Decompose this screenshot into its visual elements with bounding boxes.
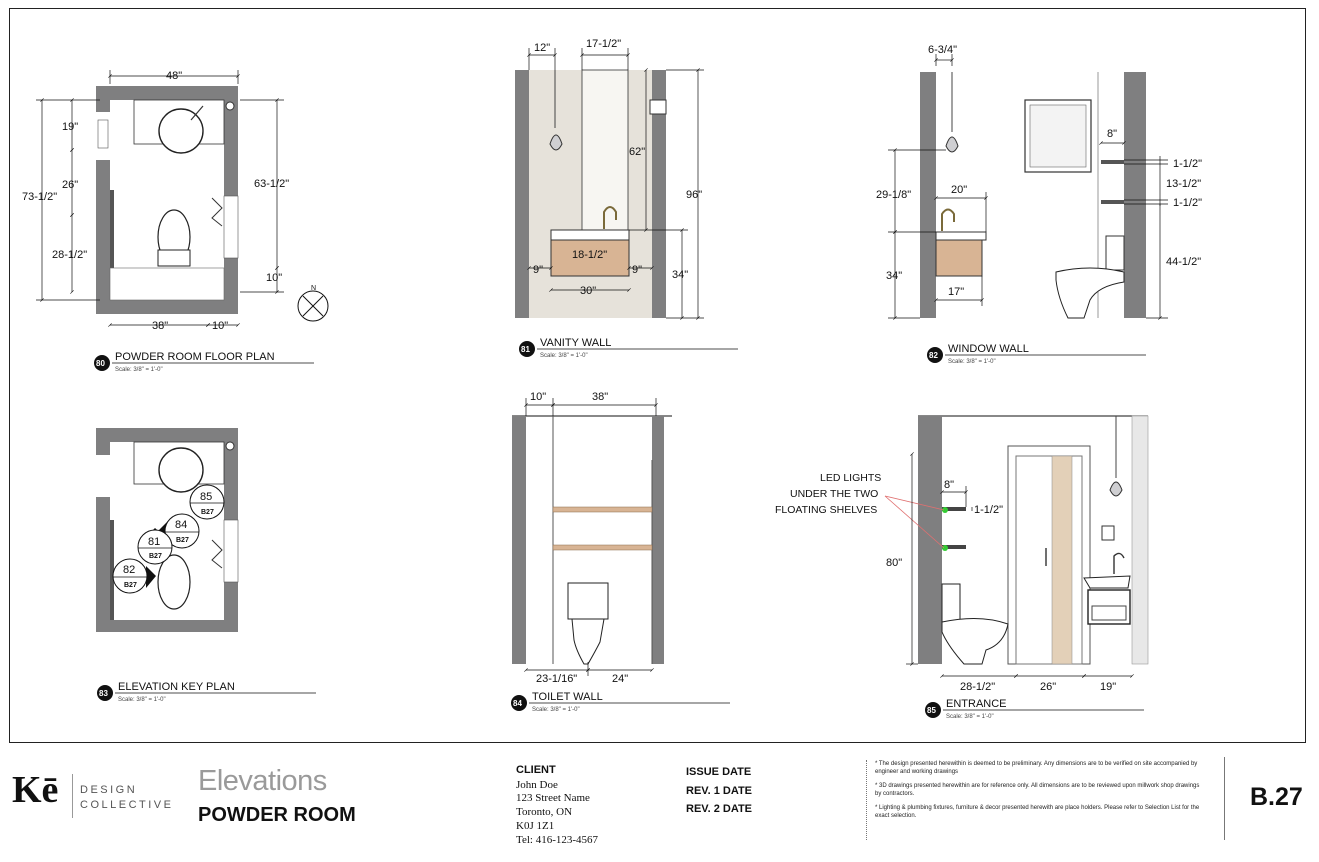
svg-text:85: 85 xyxy=(200,491,213,503)
dim-9-right: 9" xyxy=(632,264,643,276)
entrance-elevation xyxy=(775,416,1148,693)
led-note-line2: UNDER THE TWO xyxy=(790,488,879,500)
svg-text:82: 82 xyxy=(929,351,938,360)
led-note-line1: LED LIGHTS xyxy=(820,472,882,484)
svg-text:81: 81 xyxy=(148,536,161,548)
dim-17w: 17" xyxy=(948,286,965,298)
toilet-wall-elevation xyxy=(512,391,672,685)
view-title-81 xyxy=(519,337,738,359)
dim-1-half-e: 1-1/2" xyxy=(974,504,1003,516)
dim-10b: 10" xyxy=(212,320,229,332)
dim-17-half: 17-1/2" xyxy=(586,38,622,50)
dim-63: 63-1/2" xyxy=(254,178,290,190)
client-label: CLIENT xyxy=(516,764,556,776)
svg-text:Scale: 3/8" = 1'-0": Scale: 3/8" = 1'-0" xyxy=(115,367,163,373)
svg-text:B27: B27 xyxy=(149,553,162,560)
dim-9-left: 9" xyxy=(533,264,544,276)
view-title-83 xyxy=(97,681,316,703)
svg-text:Scale: 3/8" = 1'-0": Scale: 3/8" = 1'-0" xyxy=(946,714,994,720)
disclaimer-2: * 3D drawings presented herewithin are for reference only. All dimensions are to be reviewed upon millwork shop drawings by contractors. xyxy=(875,783,1200,797)
svg-text:81: 81 xyxy=(521,345,530,354)
svg-text:Scale: 3/8" = 1'-0": Scale: 3/8" = 1'-0" xyxy=(118,697,166,703)
svg-text:80: 80 xyxy=(96,359,105,368)
sheet-divider xyxy=(1224,757,1225,840)
dim-48: 48" xyxy=(166,70,183,82)
dim-62: 62" xyxy=(629,146,646,158)
dim-6-3-4: 6-3/4" xyxy=(928,44,957,56)
svg-text:84: 84 xyxy=(175,519,188,531)
vanity-wall-elevation xyxy=(515,38,704,318)
logo-text-design: DESIGN xyxy=(80,784,138,796)
led-note-line3: FLOATING SHELVES xyxy=(775,504,878,516)
dim-80: 80" xyxy=(886,557,903,569)
view-title-82 xyxy=(927,343,1146,365)
client-postal: K0J 1Z1 xyxy=(516,820,555,832)
dim-38t: 38" xyxy=(592,391,609,403)
dim-96: 96" xyxy=(686,189,703,201)
svg-text:Scale: 3/8" = 1'-0": Scale: 3/8" = 1'-0" xyxy=(540,353,588,359)
dim-73: 73-1/2" xyxy=(22,191,58,203)
svg-text:TOILET WALL: TOILET WALL xyxy=(532,691,603,703)
disclaimer-1: * The design presented herewithin is deemed to be preliminary. Any dimensions are to be verified on site accompanied by engineer and working drawings xyxy=(875,761,1198,775)
disclaimer-3: * Lighting & plumbing fixtures, furniture & decor presented herewith are place holders. Please refer to Selection List for the exact selection. xyxy=(875,805,1200,819)
room-name: POWDER ROOM xyxy=(198,804,356,826)
view-title-80 xyxy=(94,351,314,373)
sheet-number: B.27 xyxy=(1250,783,1303,811)
dim-29: 29-1/8" xyxy=(876,189,912,201)
dim-38: 38" xyxy=(152,320,169,332)
svg-text:ELEVATION KEY PLAN: ELEVATION KEY PLAN xyxy=(118,681,235,693)
client-phone: Tel: 416-123-4567 xyxy=(516,834,599,846)
dim-26: 26" xyxy=(62,179,79,191)
rev1-date-label: REV. 1 DATE xyxy=(686,785,753,797)
svg-text:Scale: 3/8" = 1'-0": Scale: 3/8" = 1'-0" xyxy=(948,359,996,365)
sheet-heading: Elevations xyxy=(198,765,327,797)
dim-10r: 10" xyxy=(266,272,283,284)
client-city: Toronto, ON xyxy=(516,806,573,818)
svg-text:N: N xyxy=(311,285,317,292)
svg-text:B27: B27 xyxy=(124,582,137,589)
floor-plan xyxy=(22,70,328,332)
dim-44: 44-1/2" xyxy=(1166,256,1202,268)
svg-text:83: 83 xyxy=(99,689,108,698)
dim-26e: 26" xyxy=(1040,681,1057,693)
client-street: 123 Street Name xyxy=(516,792,590,804)
dim-24: 24" xyxy=(612,673,629,685)
disclaimer-notes xyxy=(866,760,1206,840)
issue-date-label: ISSUE DATE xyxy=(686,766,752,778)
dim-23: 23-1/16" xyxy=(536,673,578,685)
dim-1-half-b: 1-1/2" xyxy=(1173,197,1202,209)
svg-text:84: 84 xyxy=(513,699,522,708)
dim-28e: 28-1/2" xyxy=(960,681,996,693)
dim-8e: 8" xyxy=(944,479,955,491)
dim-20: 20" xyxy=(951,184,968,196)
svg-text:82: 82 xyxy=(123,564,136,576)
svg-text:B27: B27 xyxy=(176,537,189,544)
svg-text:WINDOW WALL: WINDOW WALL xyxy=(948,343,1029,355)
dim-30: 30" xyxy=(580,285,597,297)
logo-text-collective: COLLECTIVE xyxy=(80,799,174,811)
elevation-key-plan xyxy=(96,428,238,632)
dim-28: 28-1/2" xyxy=(52,249,88,261)
view-title-84 xyxy=(511,691,730,713)
svg-text:VANITY WALL: VANITY WALL xyxy=(540,337,612,349)
svg-text:B27: B27 xyxy=(201,509,214,516)
client-name: John Doe xyxy=(516,779,558,791)
dim-34w: 34" xyxy=(886,270,903,282)
dim-1-half-a: 1-1/2" xyxy=(1173,158,1202,170)
company-logo: Kē xyxy=(12,769,59,811)
window-wall-elevation xyxy=(876,44,1202,318)
key-marker-82[interactable] xyxy=(113,559,156,593)
dim-10t: 10" xyxy=(530,391,547,403)
logo-divider xyxy=(72,774,73,818)
dim-34: 34" xyxy=(672,269,689,281)
svg-text:85: 85 xyxy=(927,706,936,715)
dim-8: 8" xyxy=(1107,128,1118,140)
dim-13-half: 13-1/2" xyxy=(1166,178,1202,190)
rev2-date-label: REV. 2 DATE xyxy=(686,803,753,815)
svg-text:POWDER ROOM FLOOR PLAN: POWDER ROOM FLOOR PLAN xyxy=(115,351,275,363)
dim-18-half: 18-1/2" xyxy=(572,249,608,261)
dim-19e: 19" xyxy=(1100,681,1117,693)
svg-text:ENTRANCE: ENTRANCE xyxy=(946,698,1007,710)
view-title-85 xyxy=(925,698,1144,720)
dim-19: 19" xyxy=(62,121,79,133)
key-marker-85[interactable] xyxy=(190,485,224,519)
svg-text:Scale: 3/8" = 1'-0": Scale: 3/8" = 1'-0" xyxy=(532,707,580,713)
dim-12: 12" xyxy=(534,42,551,54)
